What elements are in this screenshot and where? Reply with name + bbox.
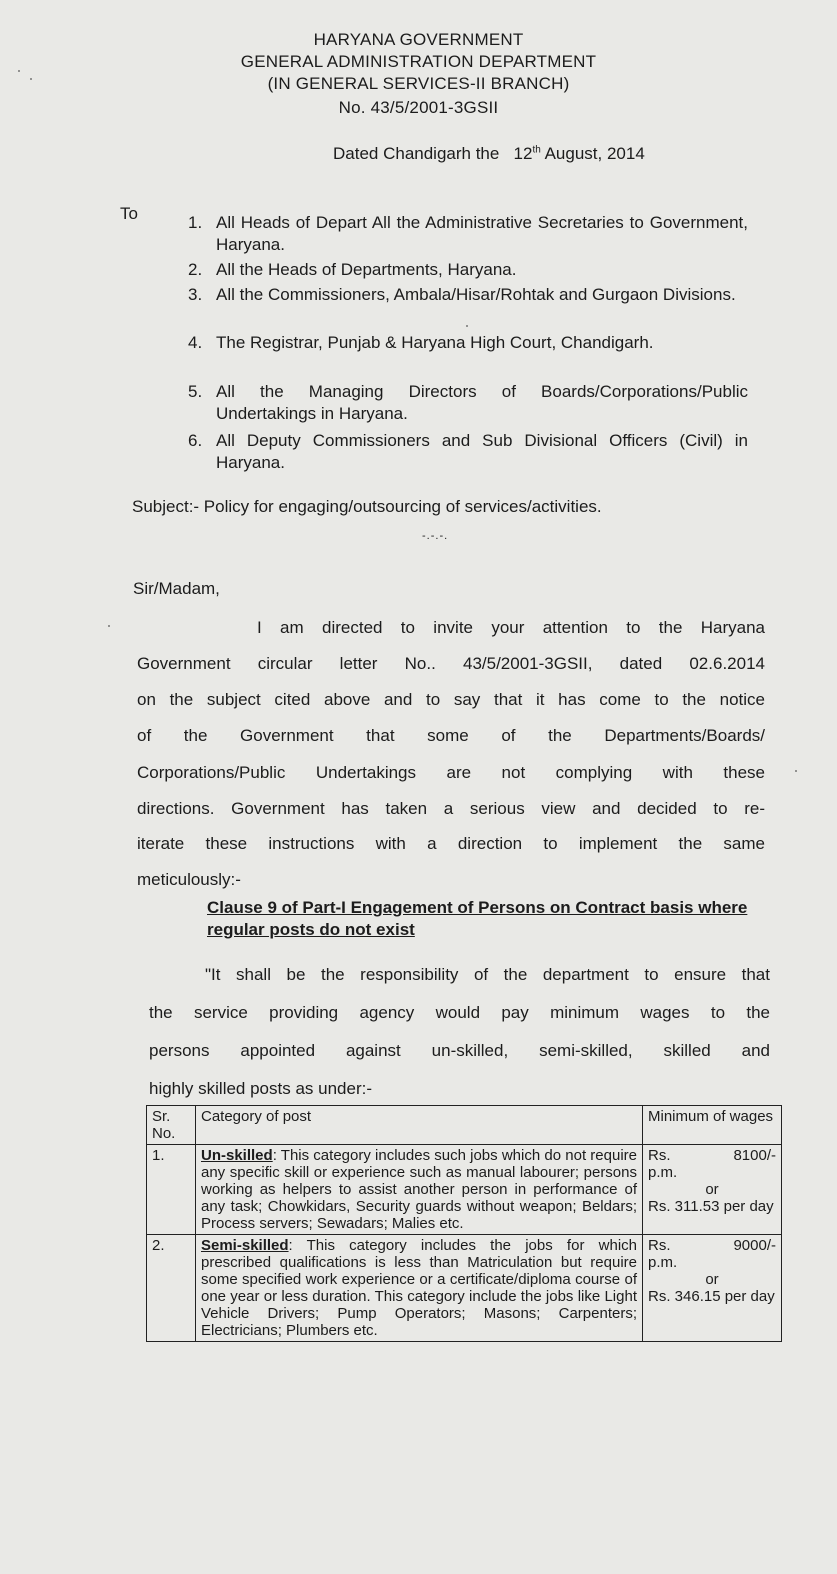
body-line: Corporations/Public Undertakings are not complying with these [137,763,765,782]
header-sr-no: Sr. No. [147,1106,196,1145]
quote-line: the service providing agency would pay minimum wages to the [149,1003,770,1022]
scan-speck [108,625,110,627]
wage-amount: 8100/- [733,1147,776,1164]
wage-amount: 9000/- [733,1237,776,1254]
header-line-3: (IN GENERAL SERVICES-II BRANCH) [267,74,570,93]
body-line: of the Government that some of the Departments/Boards/ [137,726,765,745]
addressee-item [188,332,748,354]
dated-line [333,144,645,164]
dated-day-suffix: th [532,144,541,156]
table-row [147,1235,782,1342]
clause-heading: Clause 9 of Part-I Engagement of Persons on Contract basis where regular posts do not exist [207,898,748,939]
wage-rs: Rs. [648,1237,671,1254]
dated-day: 12 [513,144,533,163]
wage-per-day: Rs. 346.15 per day [648,1288,775,1305]
wage-pm: p.m. [648,1164,678,1181]
wage-or: or [705,1271,719,1288]
wage-rs: Rs. [648,1147,671,1164]
addressee-item [188,430,748,474]
header-minimum-wages: Minimum of wages [643,1106,782,1145]
category-title: Un-skilled [201,1147,273,1164]
row-wages [643,1235,782,1342]
row-wages [643,1145,782,1235]
table-header-row [147,1106,782,1145]
header-line-2: GENERAL ADMINISTRATION DEPARTMENT [240,52,597,71]
body-line: meticulously:- [137,870,241,889]
addressee-number: 3. [188,285,203,304]
body-line: iterate these instructions with a direction to implement the same [137,834,765,853]
salutation: Sir/Madam, [133,579,220,598]
addressee-text: All Heads of Depart All the Administrative Secretaries to Government, Haryana. [216,213,748,254]
addressee-number: 5. [188,382,203,401]
addressee-number: 4. [188,333,203,352]
table-row [147,1145,782,1235]
dated-prefix: Dated Chandigarh the [333,144,500,163]
separator: -.-.-. [422,530,449,542]
row-category [196,1145,643,1235]
addressee-text: All Deputy Commissioners and Sub Divisional Officers (Civil) in Haryana. [216,431,748,472]
quote-line: highly skilled posts as under:- [149,1079,373,1098]
addressee-item [188,381,748,425]
wage-per-day: Rs. 311.53 per day [648,1198,774,1215]
to-label: To [120,204,138,223]
category-title: Semi-skilled [201,1237,289,1254]
body-line: I am directed to invite your attention to the Haryana [257,618,765,637]
addressee-text: All the Commissioners, Ambala/Hisar/Rohtak and Gurgaon Divisions. [216,285,736,304]
row-sr-no: 2. [147,1235,196,1342]
addressee-number: 1. [188,213,203,232]
body-line: directions. Government has taken a serious view and decided to re- [137,799,765,818]
addressee-number: 2. [188,260,203,279]
category-description: : This category includes the jobs for which prescribed qualifications is less than Matriculation but require some specified work experience or a certificate/diploma course of one year or less duration. This category include the jobs like Light Vehicle Drivers; Pump Operators; Masons; Carpenters; Electricians; Plumbers etc. [201,1237,637,1339]
subject-line: Subject:- Policy for engaging/outsourcing of services/activities. [132,497,602,516]
wage-or: or [705,1181,719,1198]
row-category [196,1235,643,1342]
addressee-text: All the Heads of Departments, Haryana. [216,260,517,279]
addressee-text: All the Managing Directors of Boards/Corporations/Public Undertakings in Haryana. [216,382,748,423]
header-line-1: HARYANA GOVERNMENT [313,30,524,49]
scan-speck [466,325,468,327]
dated-rest: August, 2014 [544,144,645,163]
body-line: Government circular letter No.. 43/5/2001-3GSII, dated 02.6.2014 [137,654,765,673]
letter-number: No. 43/5/2001-3GSII [338,98,499,117]
wage-pm: p.m. [648,1254,678,1271]
row-sr-no: 1. [147,1145,196,1235]
addressee-text: The Registrar, Punjab & Haryana High Court, Chandigarh. [216,333,654,352]
body-line: on the subject cited above and to say that it has come to the notice [137,690,765,709]
category-description: : This category includes such jobs which do not require any specific skill or experience such as manual labourer; persons working as helpers to assist another person in performance of any task; Chowkidars, Security guards without weapon; Beldars; Process servers; Sewadars; Malies etc. [201,1147,637,1232]
header-category: Category of post [196,1106,643,1145]
addressee-item [188,284,748,306]
addressee-item [188,259,748,281]
quote-line: "It shall be the responsibility of the department to ensure that [205,965,770,984]
addressee-number: 6. [188,431,203,450]
wages-table [146,1105,782,1342]
scan-speck [795,770,797,772]
addressee-item [188,212,748,256]
quote-line: persons appointed against un-skilled, semi-skilled, skilled and [149,1041,770,1060]
